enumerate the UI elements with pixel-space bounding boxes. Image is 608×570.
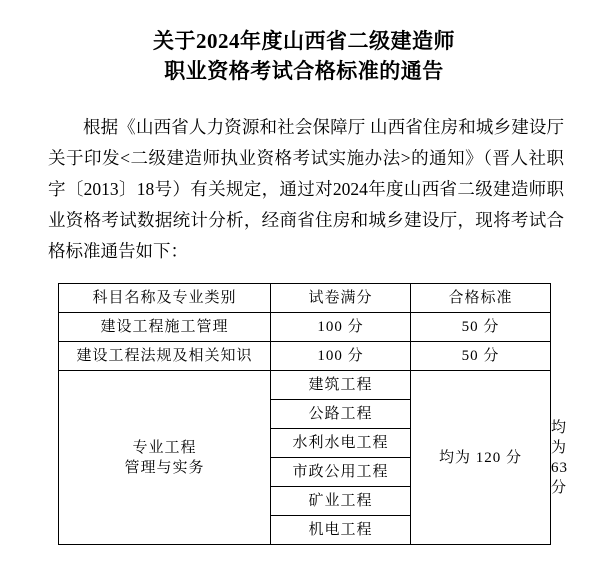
title-line-2: 职业资格考试合格标准的通告 [164,59,444,83]
specialty-label-line-2: 管理与实务 [124,459,205,476]
specialty-label-line-1: 专业工程 [132,439,197,456]
header-subject: 科目名称及专业类别 [59,284,271,313]
row-pass-score: 50 分 [411,342,551,371]
specialty-item: 水利水电工程 [271,429,411,458]
table-row [59,342,551,371]
table-row [59,313,551,342]
body-paragraph: 根据《山西省人力资源和社会保障厅 山西省住房和城乡建设厅关于印发<二级建造师执业资格考试实施办法>的通知》（晋人社职字〔2013〕18号）有关规定，通过对2024年度山西省二级建造师职业资格考试数据统计分析，经商省住房和城乡建设厅，现将考试合格标准通告如下： [48,117,564,261]
specialty-item: 建筑工程 [271,371,411,400]
title-line-1: 关于2024年度山西省二级建造师 [153,29,455,53]
specialty-item: 矿业工程 [271,487,411,516]
row-subject: 建设工程施工管理 [59,313,271,342]
specialty-label [59,371,271,545]
specialty-full-score: 均为 120 分 [411,371,551,545]
specialty-item: 市政公用工程 [271,458,411,487]
table-header-row [59,284,551,313]
page-title [0,0,608,86]
exam-standards-table [58,283,568,545]
row-full-score: 100 分 [271,313,411,342]
header-pass-score: 合格标准 [411,284,551,313]
specialty-item: 公路工程 [271,400,411,429]
row-full-score: 100 分 [271,342,411,371]
specialty-item: 机电工程 [271,516,411,545]
row-subject: 建设工程法规及相关知识 [59,342,271,371]
row-pass-score: 50 分 [411,313,551,342]
header-full-score: 试卷满分 [271,284,411,313]
table-row-specialty-1: 专业工程 管理与实务 建筑工程 均为 120 分 均为 63 分 [59,371,551,400]
